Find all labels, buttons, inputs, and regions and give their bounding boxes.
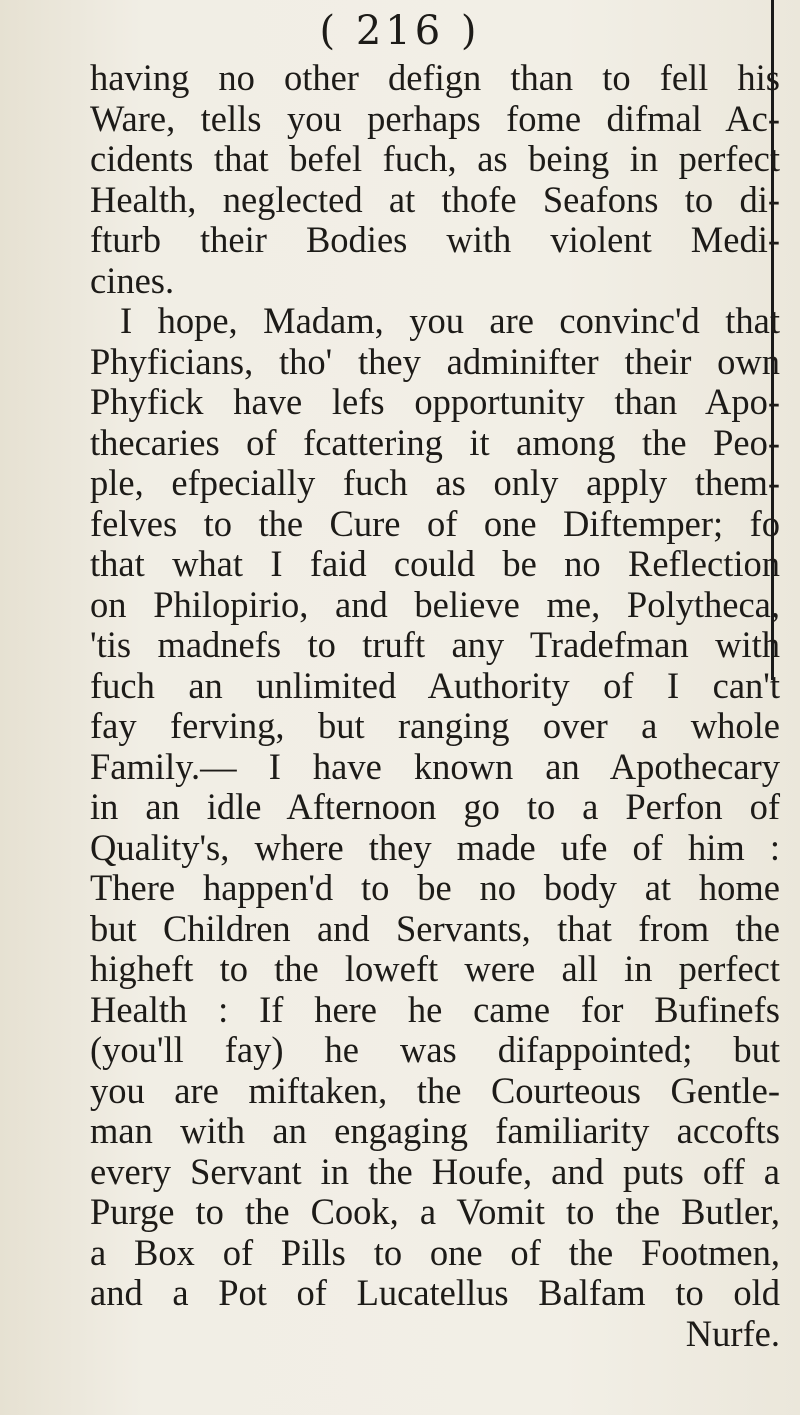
text-line-26: you are miftaken, the Courteous Gentle-: [90, 1069, 780, 1111]
text-line-18: Family.— I have known an Apothecary: [90, 745, 780, 787]
text-line-6: cines.: [90, 259, 175, 301]
text-line-29: Purge to the Cook, a Vomit to the Butler,: [90, 1191, 780, 1232]
text-line-17: fay ferving, but ranging over a whole: [90, 705, 780, 746]
text-line-5: fturb their Bodies with violent Medi-: [90, 219, 780, 260]
text-line-25: (you'll fay) he was difappointed; but: [90, 1029, 780, 1070]
text-line-23: higheft to the loweft were all in perfect: [90, 948, 780, 989]
text-line-28: every Servant in the Houfe, and puts off a: [90, 1150, 780, 1192]
text-line-14: on Philopirio, and believe me, Polytheca,: [90, 583, 780, 625]
text-line-9: Phyfick have lefs opportunity than Apo-: [90, 381, 780, 422]
text-line-12: felves to the Cure of one Diftemper; fo: [90, 502, 780, 544]
text-line-1: having no other defign than to fell his: [90, 57, 780, 98]
text-line-11: ple, efpecially fuch as only apply them-: [90, 462, 780, 503]
text-line-32: Nurfe.: [685, 1312, 780, 1354]
text-line-27: man with an engaging familiarity accofts: [90, 1110, 780, 1151]
text-line-4: Health, neglected at thofe Seafons to di-: [90, 178, 780, 220]
text-line-3: cidents that befel fuch, as being in perfect: [90, 138, 780, 179]
text-line-24: Health : If here he came for Bufinefs: [90, 988, 780, 1030]
text-line-16: fuch an unlimited Authority of I can't: [90, 664, 780, 706]
text-line-19: in an idle Afternoon go to a Perfon of: [90, 786, 780, 827]
text-line-20: Quality's, where they made ufe of him :: [90, 826, 780, 868]
text-line-13: that what I faid could be no Reflection: [90, 543, 780, 584]
text-line-7: I hope, Madam, you are convinc'd that: [120, 300, 780, 341]
text-line-30: a Box of Pills to one of the Footmen,: [90, 1231, 780, 1273]
text-line-8: Phyficians, tho' they adminifter their own: [90, 340, 780, 382]
text-line-22: but Children and Servants, that from the: [90, 907, 780, 949]
page-number: ( 216 ): [319, 8, 481, 54]
text-line-15: 'tis madnefs to truft any Tradefman with: [90, 624, 780, 665]
text-line-31: and a Pot of Lucatellus Balfam to old: [90, 1272, 780, 1313]
text-line-10: thecaries of fcattering it among the Peo-: [90, 421, 780, 463]
text-line-21: There happen'd to be no body at home: [90, 867, 780, 908]
body-text: [90, 58, 780, 1354]
text-line-2: Ware, tells you perhaps fome difmal Ac-: [90, 97, 780, 139]
